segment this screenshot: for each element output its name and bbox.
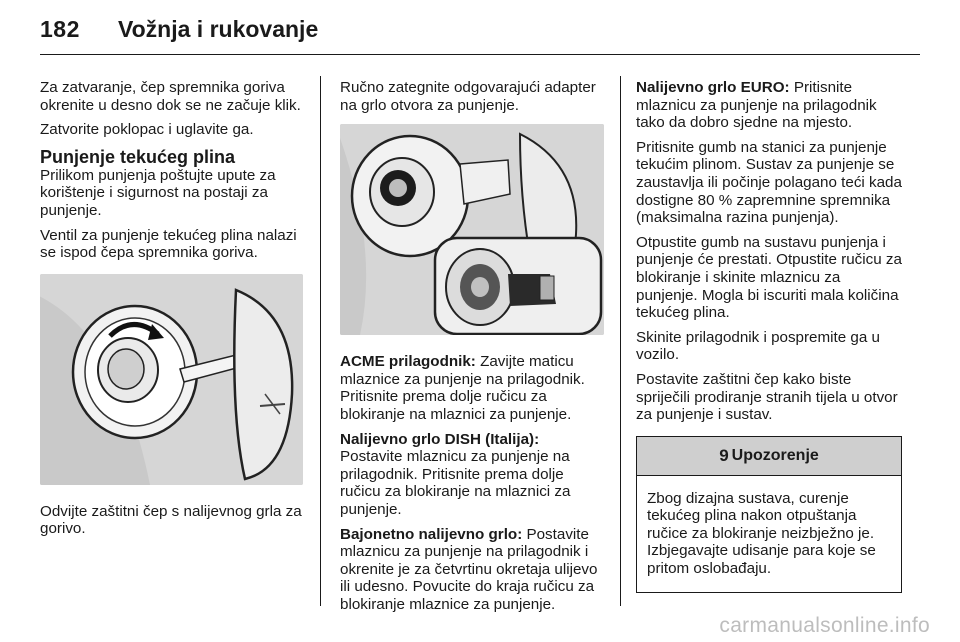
warning-title: Upozorenje [731, 446, 819, 464]
paragraph [636, 79, 904, 132]
paragraph: Otpustite gumb na sustavu punjenja i punjenje će prestati. Otpustite ručicu za blokiranje i skinite mlaznicu za punjenje. Mogla bi iscuriti mala količina tekućeg plina. [636, 233, 902, 322]
fuel-cap-illustration [40, 274, 303, 485]
column-3 [636, 79, 904, 593]
text: Postavite mlaznicu za punjenje na prilagodnik. Pritisnite prema dolje ručicu za blokiranje na mlaznici za punjenje. [340, 448, 571, 518]
text: Zavijte maticu mlaznice za punjenje na prilagodnik. Pritisnite prema dolje ručicu za blokiranje na mlaznici za punjenje. [340, 353, 585, 423]
paragraph: Ručno zategnite odgovarajući adapter na grlo otvora za punjenje. [340, 79, 596, 114]
paragraph: Odvijte zaštitni čep s nalijevnog grla za gorivo. [40, 502, 302, 538]
warning-icon: 9 [719, 445, 729, 465]
warning-header [637, 437, 901, 476]
paragraph: Postavite zaštitni čep kako biste spriječili prodiranje stranih tijela u otvor za punjenje i sustav. [636, 370, 898, 424]
watermark: carmanualsonline.info [719, 614, 930, 637]
text: Postavite mlaznicu za punjenje na prilagodnik i okrenite je za četvrtinu okretaja ulijevo ili udesno. Povucite do kraja ručicu za blokiranje mlaznice za punjenje. [340, 525, 598, 613]
term: Bajonetno nalijevno grlo: [340, 525, 523, 543]
paragraph: Za zatvaranje, čep spremnika goriva okrenite u desno dok se ne začuje klik. [40, 79, 301, 114]
paragraph: Prilikom punjenja poštujte upute za korištenje i sigurnost na postaji za punjenje. [40, 166, 276, 219]
page-header [40, 14, 920, 55]
section-heading: Punjenje tekućeg plina [40, 146, 236, 167]
paragraph [340, 431, 604, 519]
chapter-title: Vožnja i rukovanje [118, 16, 319, 42]
column-1 [40, 79, 304, 545]
term: Nalijevno grlo EURO: [636, 79, 790, 96]
warning-box [636, 436, 902, 593]
adapter-illustration [340, 124, 604, 335]
paragraph [340, 353, 604, 423]
term: Nalijevno grlo DISH (Italija): [340, 430, 540, 448]
paragraph [340, 526, 604, 614]
term: ACME prilagodnik: [340, 353, 476, 371]
text: Pritisnite mlaznicu za punjenje na prilagodnik tako da dobro sjedne na mjesto. [636, 79, 877, 132]
column-divider [320, 76, 321, 606]
column-divider [620, 76, 621, 606]
warning-text: Zbog dizajna sustava, curenje tekućeg plina nakon otpuštanja ručice za blokiranje neizbježno je. Izbjegavajte udisanje para koje se pritom oslobađaju. [647, 489, 876, 578]
column-2 [340, 79, 604, 621]
paragraph: Skinite prilagodnik i pospremite ga u vozilo. [636, 328, 880, 364]
paragraph: Ventil za punjenje tekućeg plina nalazi se ispod čepa spremnika goriva. [40, 226, 297, 262]
page-number: 182 [40, 16, 80, 42]
paragraph: Pritisnite gumb na stanici za punjenje tekućim plinom. Sustav za punjenje se zaustavlja ili počinje polagano teći kada dostigne 80 % zapremnine spremnika (maksimalna razina punjenja). [636, 138, 902, 227]
paragraph: Zatvorite poklopac i uglavite ga. [40, 121, 254, 139]
